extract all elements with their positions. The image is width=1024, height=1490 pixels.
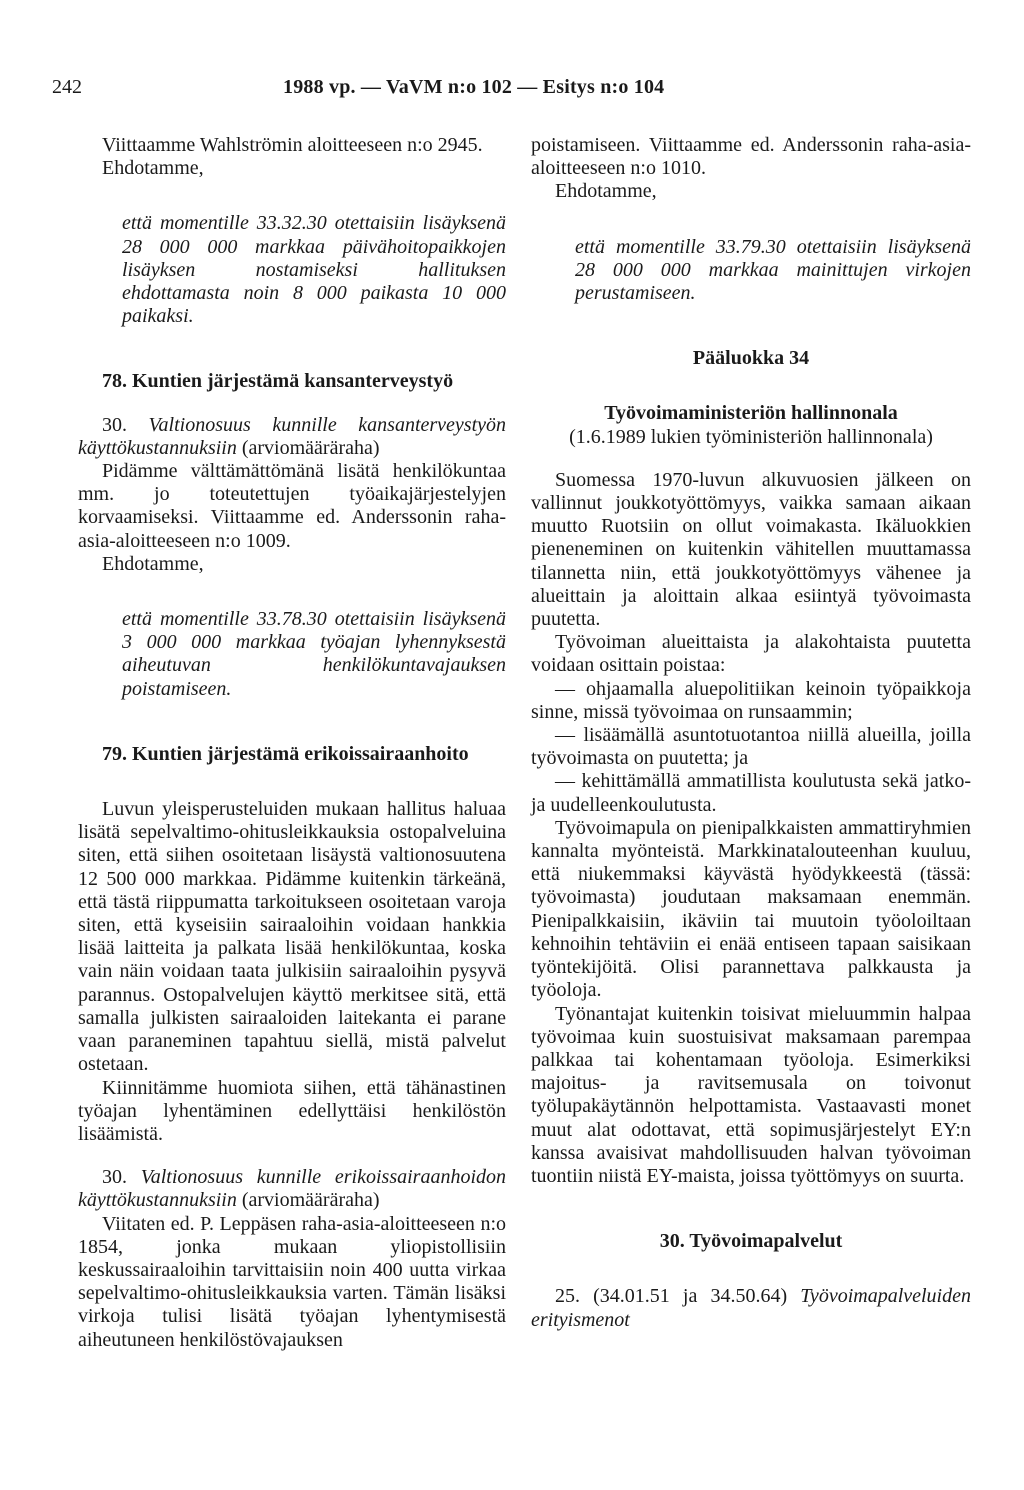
intro-reference: Viittaamme Wahlströmin aloitteeseen n:o 2945. <box>102 134 483 156</box>
item-title: Valtionosuus kunnille erikoissairaanhoidon käyttökustannuksiin <box>78 1166 507 1212</box>
running-title: 1988 vp. — VaVM n:o 102 — Esitys n:o 104 <box>283 76 665 98</box>
page-header <box>0 76 1024 106</box>
ministry-subheading: (1.6.1989 lukien työministeriön hallinnonala) <box>569 425 933 448</box>
paragraph: Työvoimapula on pienipalkkaisten ammattiryhmien kannalta myönteistä. Markkinatalouteenhan kuuluu, että niukemmaksi käyvästä hyödykkeestä (tässä: työvoimasta) joudutaan maksamaan enemmän. Pienipalkkaisiin, ikäviin tai muutoin työoloiltaan kehnoihin tehtäviin ei enää entiseen tapaan saisikaan työntekijöitä. Olisi parannettava palkkausta ja työoloja. <box>531 816 971 1002</box>
page-number: 242 <box>52 76 82 98</box>
paragraph: Pidämme välttämättömänä lisätä henkilökuntaa mm. jo toteutettujen työaikajärjestelyjen korvaamiseksi. Viittaamme ed. Anderssonin raha-asia-aloitteeseen n:o 1009. <box>78 460 506 552</box>
motion-text: että momentille 33.32.30 otettaisiin lisäyksenä 28 000 000 markkaa päivähoitopaikkojen lisäyksen nostamiseksi hallituksen ehdottamasta noin 8 000 paikasta 10 000 paikaksi. <box>122 212 506 328</box>
item-title: Työvoimapalveluiden erityismenot <box>531 1285 971 1331</box>
list-item: — lisäämällä asuntotuotantoa niillä alueilla, joilla työvoimasta on puutetta; ja <box>531 724 971 770</box>
propose-label: Ehdotamme, <box>102 157 204 180</box>
propose-label: Ehdotamme, <box>102 552 204 575</box>
section-title: Kuntien järjestämä kansanterveystyö <box>132 370 454 393</box>
section-heading-79 <box>78 743 506 766</box>
paragraph: Viitaten ed. P. Leppäsen raha-asia-aloitteeseen n:o 1854, jonka mukaan yliopistollisiin keskussairaaloihin tarvittaisiin noin 400 uutta virkaa sepelvaltimo-ohitusleikkauksia varten. Tämän lisäksi virkoja tulisi lisätä työajan lyhentymisestä aiheutuneen henkilöstövajauksen <box>78 1212 506 1351</box>
item-suffix: (arviomääräraha) <box>241 1189 380 1212</box>
item-title: Valtionosuus kunnille kansanterveystyön käyttökustannuksiin <box>78 413 507 459</box>
list-item: — ohjaamalla aluepolitiikan keinoin työpaikkoja sinne, missä työvoimaa on runsaammin; <box>531 677 971 723</box>
motion-text: että momentille 33.78.30 otettaisiin lisäyksenä 3 000 000 markkaa työajan lyhennyksestä aiheutuvan henkilökuntavajauksen poistamiseen. <box>122 608 506 700</box>
item-number: 30. <box>102 1166 127 1189</box>
continuation-paragraph: poistamiseen. Viittaamme ed. Anderssonin raha-asia-aloitteeseen n:o 1010. <box>531 134 971 180</box>
main-class-heading: Pääluokka 34 <box>692 347 810 370</box>
item-suffix: (arviomääräraha) <box>241 436 380 459</box>
paragraph: Työvoiman alueittaista ja alakohtaista puutetta voidaan osittain poistaa: <box>531 631 971 677</box>
motion-text: että momentille 33.79.30 otettaisiin lisäyksenä 28 000 000 markkaa mainittujen virkojen perustamiseen. <box>575 235 971 305</box>
item-heading-25 <box>531 1285 971 1331</box>
list-item: — kehittämällä ammatillista koulutusta sekä jatko- ja uudelleenkoulutusta. <box>531 770 971 816</box>
paragraph: Kiinnitämme huomiota siihen, että tähänastinen työajan lyhentäminen edellyttäisi henkilöstön lisäämistä. <box>78 1076 506 1145</box>
paragraph: Luvun yleisperusteluiden mukaan hallitus haluaa lisätä sepelvaltimo-ohitusleikkauksia ostopalveluina siten, että siihen osoitetaan lisäystä valtionosuutena 12 500 000 markkaa. Pidämme kuitenkin tärkeänä, että tästä riippumatta tarkoitukseen osoitetaan varoja siten, että kyseisiin sairaaloihin voidaan hankkia lisää laitteita ja palkata lisää henkilökuntaa, koska vain näin voidaan taata julkisiin sairaaloihin pysyvä parannus. Ostopalvelujen käyttö merkitsee sitä, että samalla julkisten sairaaloiden laitekanta ei parane vaan paraneminen tapahtuu siellä, mistä palvelut ostetaan. <box>78 798 506 1076</box>
paragraph: Suomessa 1970-luvun alkuvuosien jälkeen on vallinnut joukkotyöttömyys, vaikka samaan aikaan muutto Ruotsiin on ollut voimakasta. Ikäluokkien pieneneminen on kuitenkin vähitellen muuttamassa tilannetta niin, että joukkotyöttömyys vähenee ja alueittain ja aloittain alkaa esiintyä työvoimasta puutetta. <box>531 468 971 631</box>
section-heading-30: 30. Työvoimapalvelut <box>659 1230 843 1253</box>
item-heading-30a <box>78 414 506 460</box>
ministry-heading: Työvoimaministeriön hallinnonala <box>604 402 898 425</box>
left-column <box>78 134 506 1352</box>
right-column <box>531 134 971 1332</box>
paragraph: Työnantajat kuitenkin toisivat mieluummin halpaa työvoimaa kuin suostuisivat maksamaan parempaa palkkaa tai kohentamaan työoloja. Esimerkiksi majoitus- ja ravitsemusala on toivonut työlupakäytännön helpottamista. Vastaavasti monet muut alat odottavat, että sopimusjärjestelyt EY:n kanssa avaisivat mahdollisuuden halvan työvoiman tuontiin niistä EY-maista, joissa työttömyys on suurta. <box>531 1002 971 1187</box>
section-number: 79. <box>102 742 127 765</box>
propose-label: Ehdotamme, <box>555 180 657 203</box>
section-title: Kuntien järjestämä erikoissairaanhoito <box>132 742 469 765</box>
item-number: 30. <box>102 413 127 436</box>
item-heading-30b <box>78 1166 506 1212</box>
section-number: 78. <box>102 370 127 393</box>
section-heading-78 <box>78 370 506 393</box>
item-prefix: 25. (34.01.51 ja 34.50.64) <box>555 1285 788 1308</box>
